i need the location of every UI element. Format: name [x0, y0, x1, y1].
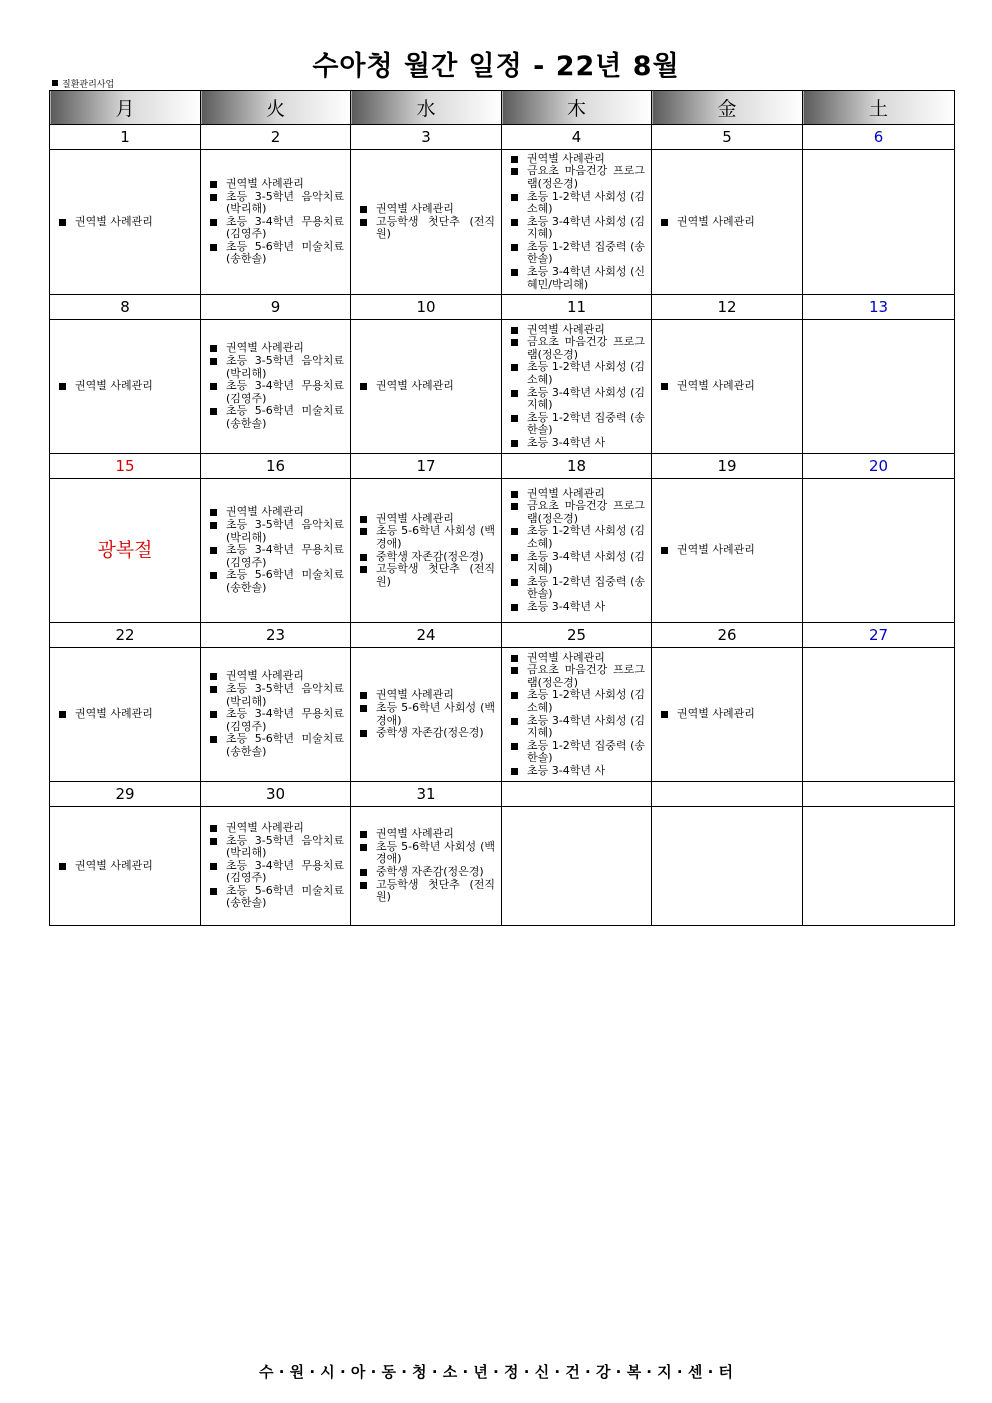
- legend: [52, 77, 114, 90]
- schedule-list: [351, 513, 501, 589]
- schedule-item: 고등학생 첫단추 (전직원): [360, 879, 495, 904]
- schedule-list: [351, 689, 501, 739]
- schedule-item: 초등 5-6학년 미술치료 (송한솔): [210, 733, 344, 758]
- date-number: [502, 782, 652, 807]
- schedule-item: 초등 1-2학년 사회성 (김소혜): [511, 525, 645, 550]
- schedule-item: 권역별 사례관리: [210, 342, 344, 355]
- weekday-tue: 火: [201, 91, 351, 125]
- page-title: 수아청 월간 일정 - 22년 8월: [312, 51, 680, 82]
- schedule-list: [50, 216, 200, 229]
- weekday-wed: 水: [351, 91, 502, 125]
- schedule-item: 권역별 사례관리: [661, 544, 796, 557]
- date-number-saturday: 20: [803, 454, 955, 479]
- day-cell: [502, 479, 652, 623]
- day-cell: [50, 648, 201, 782]
- date-row-week-3: [50, 454, 955, 479]
- day-cell: [50, 150, 201, 295]
- date-number: 5: [652, 125, 803, 150]
- date-number: 25: [502, 623, 652, 648]
- date-number: 19: [652, 454, 803, 479]
- schedule-item: 초등 1-2학년 집중력 (송한솔): [511, 576, 645, 601]
- date-number: 16: [201, 454, 351, 479]
- day-cell: [50, 320, 201, 454]
- schedule-item: 고등학생 첫단추 (전직원): [360, 216, 495, 241]
- day-cell: [803, 648, 955, 782]
- date-number: 11: [502, 295, 652, 320]
- schedule-item: 권역별 사례관리: [511, 488, 645, 501]
- schedule-row-week-1: [50, 150, 955, 295]
- schedule-item: 초등 3-5학년 음악치료 (박리해): [210, 355, 344, 380]
- schedule-item: 초등 5-6학년 미술치료 (송한솔): [210, 241, 344, 266]
- schedule-item: 권역별 사례관리: [210, 506, 344, 519]
- day-cell: [803, 150, 955, 295]
- schedule-list: [50, 380, 200, 393]
- schedule-list: [652, 216, 802, 229]
- day-cell: [201, 648, 351, 782]
- date-number-saturday: [803, 782, 955, 807]
- schedule-item: 초등 3-4학년 사회성 (김지혜): [511, 551, 645, 576]
- schedule-item: 초등 3-5학년 음악치료 (박리해): [210, 191, 344, 216]
- schedule-list: [502, 488, 651, 614]
- schedule-item: 권역별 사례관리: [511, 153, 645, 166]
- schedule-item: 권역별 사례관리: [360, 380, 495, 393]
- schedule-item: 권역별 사례관리: [661, 216, 796, 229]
- schedule-item: 초등 5-6학년 사회성 (백경애): [360, 841, 495, 866]
- schedule-list: [502, 153, 651, 292]
- day-cell: [201, 150, 351, 295]
- day-cell: [652, 320, 803, 454]
- schedule-item: 초등 3-4학년 사: [511, 765, 645, 778]
- date-number: 26: [652, 623, 803, 648]
- day-cell: [652, 479, 803, 623]
- schedule-item: 초등 5-6학년 사회성 (백경애): [360, 702, 495, 727]
- date-number-saturday: 27: [803, 623, 955, 648]
- legend-square-icon: [52, 80, 58, 86]
- schedule-list: [50, 708, 200, 721]
- date-number: 31: [351, 782, 502, 807]
- schedule-item: 초등 3-4학년 사: [511, 601, 645, 614]
- schedule-item: 초등 3-4학년 무용치료 (김영주): [210, 708, 344, 733]
- date-row-week-1: [50, 125, 955, 150]
- date-number: [652, 782, 803, 807]
- day-cell: [652, 150, 803, 295]
- schedule-item: 초등 3-4학년 무용치료 (김영주): [210, 216, 344, 241]
- date-row-week-5: [50, 782, 955, 807]
- schedule-item: 권역별 사례관리: [360, 203, 495, 216]
- schedule-row-week-4: [50, 648, 955, 782]
- schedule-item: 초등 3-4학년 사회성 (신혜민/박리해): [511, 266, 645, 291]
- calendar-table: [49, 90, 955, 926]
- date-number: 9: [201, 295, 351, 320]
- date-number: 18: [502, 454, 652, 479]
- schedule-item: 초등 3-4학년 무용치료 (김영주): [210, 380, 344, 405]
- schedule-item: 초등 1-2학년 사회성 (김소혜): [511, 191, 645, 216]
- schedule-item: 권역별 사례관리: [661, 708, 796, 721]
- weekday-thu: 木: [502, 91, 652, 125]
- date-number: 8: [50, 295, 201, 320]
- schedule-list: [351, 828, 501, 904]
- schedule-list: [201, 178, 350, 266]
- schedule-item: 권역별 사례관리: [59, 860, 194, 873]
- schedule-item: 초등 5-6학년 사회성 (백경애): [360, 525, 495, 550]
- schedule-item: 초등 3-4학년 무용치료 (김영주): [210, 860, 344, 885]
- date-number: 10: [351, 295, 502, 320]
- schedule-item: 권역별 사례관리: [210, 670, 344, 683]
- schedule-item: 초등 1-2학년 집중력 (송한솔): [511, 412, 645, 437]
- schedule-item: 초등 3-5학년 음악치료 (박리해): [210, 683, 344, 708]
- date-number-holiday: 15: [50, 454, 201, 479]
- date-number: 22: [50, 623, 201, 648]
- schedule-item: 금요초 마음건강 프로그램(정은경): [511, 664, 645, 689]
- day-cell: [652, 648, 803, 782]
- date-number: 2: [201, 125, 351, 150]
- date-number-saturday: 6: [803, 125, 955, 150]
- schedule-item: 초등 3-4학년 무용치료 (김영주): [210, 544, 344, 569]
- schedule-item: 금요초 마음건강 프로그램(정은경): [511, 500, 645, 525]
- day-cell: [803, 807, 955, 926]
- schedule-item: 초등 3-5학년 음악치료 (박리해): [210, 835, 344, 860]
- schedule-list: [652, 380, 802, 393]
- day-cell: [351, 320, 502, 454]
- schedule-item: 권역별 사례관리: [59, 708, 194, 721]
- day-cell: [652, 807, 803, 926]
- date-number-saturday: 13: [803, 295, 955, 320]
- day-cell: [351, 648, 502, 782]
- schedule-list: [652, 544, 802, 557]
- schedule-list: [201, 506, 350, 594]
- schedule-item: 권역별 사례관리: [511, 652, 645, 665]
- schedule-item: 초등 1-2학년 사회성 (김소혜): [511, 361, 645, 386]
- schedule-item: 권역별 사례관리: [661, 380, 796, 393]
- schedule-item: 초등 3-5학년 음악치료 (박리해): [210, 519, 344, 544]
- schedule-item: 초등 1-2학년 사회성 (김소혜): [511, 689, 645, 714]
- schedule-item: 초등 3-4학년 사회성 (김지혜): [511, 715, 645, 740]
- date-number: 12: [652, 295, 803, 320]
- date-number: 30: [201, 782, 351, 807]
- day-cell: [351, 807, 502, 926]
- date-number: 3: [351, 125, 502, 150]
- schedule-row-week-2: [50, 320, 955, 454]
- day-cell: [201, 320, 351, 454]
- weekday-mon: 月: [50, 91, 201, 125]
- date-number: 29: [50, 782, 201, 807]
- schedule-item: 고등학생 첫단추 (전직원): [360, 563, 495, 588]
- date-row-week-2: [50, 295, 955, 320]
- date-number: 4: [502, 125, 652, 150]
- day-cell: [803, 320, 955, 454]
- schedule-item: 권역별 사례관리: [59, 216, 194, 229]
- schedule-item: 금요초 마음건강 프로그램(정은경): [511, 336, 645, 361]
- legend-label: 질환관리사업: [62, 80, 115, 90]
- weekday-fri: 金: [652, 91, 803, 125]
- schedule-item: 초등 1-2학년 집중력 (송한솔): [511, 740, 645, 765]
- schedule-item: 중학생 자존감(정은경): [360, 866, 495, 879]
- day-cell: [803, 479, 955, 623]
- schedule-list: [502, 652, 651, 778]
- schedule-item: 초등 3-4학년 사회성 (김지혜): [511, 387, 645, 412]
- holiday-label: 광복절: [50, 479, 201, 623]
- schedule-item: 초등 5-6학년 미술치료 (송한솔): [210, 405, 344, 430]
- schedule-list: [351, 380, 501, 393]
- date-row-week-4: [50, 623, 955, 648]
- day-cell: [201, 479, 351, 623]
- schedule-list: [201, 822, 350, 910]
- weekday-sat: 土: [803, 91, 955, 125]
- day-cell: [351, 479, 502, 623]
- schedule-item: 초등 3-4학년 사회성 (김지혜): [511, 216, 645, 241]
- schedule-list: [502, 324, 651, 450]
- date-number: 1: [50, 125, 201, 150]
- schedule-item: 초등 5-6학년 미술치료 (송한솔): [210, 885, 344, 910]
- schedule-item: 금요초 마음건강 프로그램(정은경): [511, 165, 645, 190]
- date-number: 17: [351, 454, 502, 479]
- day-cell: [502, 807, 652, 926]
- date-number: 23: [201, 623, 351, 648]
- schedule-row-week-3: [50, 479, 955, 623]
- schedule-list: [201, 670, 350, 758]
- schedule-item: 권역별 사례관리: [360, 689, 495, 702]
- schedule-list: [652, 708, 802, 721]
- day-cell: [351, 150, 502, 295]
- schedule-item: 초등 1-2학년 집중력 (송한솔): [511, 241, 645, 266]
- day-cell: [50, 807, 201, 926]
- schedule-item: 권역별 사례관리: [210, 822, 344, 835]
- day-cell: [502, 150, 652, 295]
- schedule-list: [201, 342, 350, 430]
- schedule-item: 중학생 자존감(정은경): [360, 727, 495, 740]
- schedule-item: 권역별 사례관리: [360, 828, 495, 841]
- schedule-row-week-5: [50, 807, 955, 926]
- schedule-item: 초등 3-4학년 사: [511, 437, 645, 450]
- day-cell: [502, 648, 652, 782]
- schedule-item: 중학생 자존감(정은경): [360, 551, 495, 564]
- schedule-item: 초등 5-6학년 미술치료 (송한솔): [210, 569, 344, 594]
- schedule-list: [351, 203, 501, 241]
- schedule-item: 권역별 사례관리: [210, 178, 344, 191]
- schedule-list: [50, 860, 200, 873]
- weekday-header-row: [50, 91, 955, 125]
- day-cell: [201, 807, 351, 926]
- date-number: 24: [351, 623, 502, 648]
- footer-org-name: 수 · 원 · 시 · 아 · 동 · 청 · 소 · 년 · 정 · 신 · 건 · 강 · 복 · 지 · 센 · 터: [259, 1363, 733, 1381]
- schedule-item: 권역별 사례관리: [511, 324, 645, 337]
- schedule-item: 권역별 사례관리: [59, 380, 194, 393]
- day-cell: [502, 320, 652, 454]
- schedule-item: 권역별 사례관리: [360, 513, 495, 526]
